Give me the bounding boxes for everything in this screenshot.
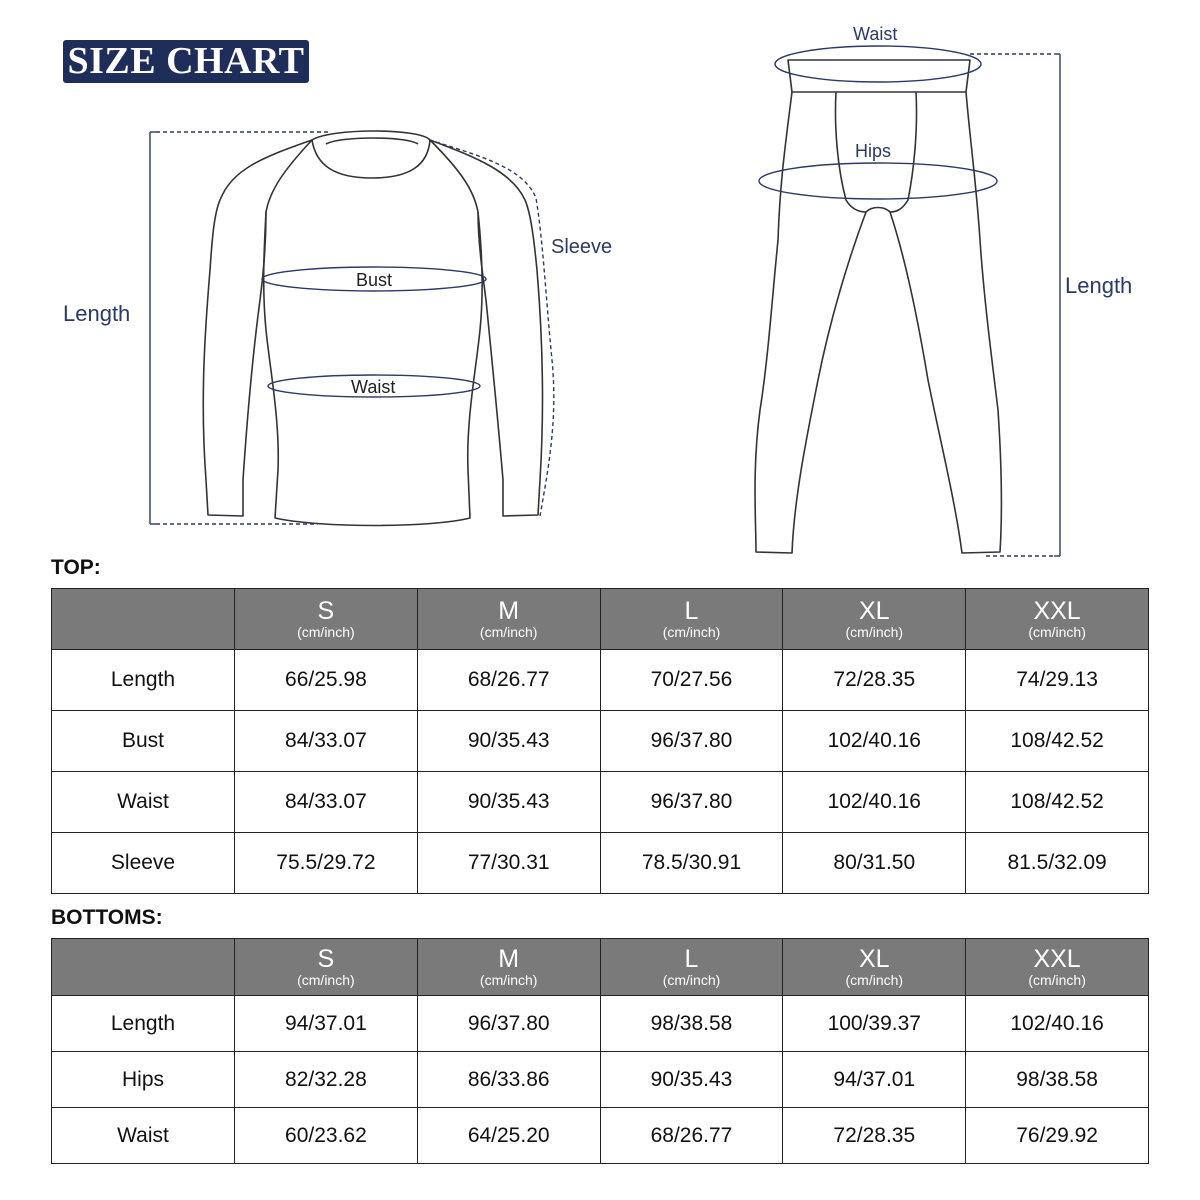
shirt-illustration — [203, 131, 542, 526]
size-header: M (cm/inch) — [417, 589, 600, 650]
shirt-left-sleeve — [203, 140, 312, 516]
table-cell: 94/37.01 — [783, 1052, 966, 1108]
table-cell: 96/37.80 — [600, 772, 783, 833]
table-cell: 86/33.86 — [417, 1052, 600, 1108]
table-cell: 68/26.77 — [417, 650, 600, 711]
table-cell: 102/40.16 — [966, 996, 1149, 1052]
table-cell: 100/39.37 — [783, 996, 966, 1052]
row-label: Sleeve — [52, 833, 235, 894]
table-cell: 64/25.20 — [417, 1108, 600, 1164]
top-length-label: Length — [63, 301, 131, 326]
table-row — [52, 833, 1149, 894]
bottom-waist-label: Waist — [853, 24, 898, 44]
table-cell: 102/40.16 — [783, 711, 966, 772]
table-row — [52, 711, 1149, 772]
size-header: XL (cm/inch) — [783, 589, 966, 650]
table-row — [52, 772, 1149, 833]
table-cell: 96/37.80 — [417, 996, 600, 1052]
top-sleeve-label: Sleeve — [551, 236, 613, 258]
table-row — [52, 1108, 1149, 1164]
size-header: XXL (cm/inch) — [966, 939, 1149, 996]
shirt-body — [264, 212, 482, 526]
row-label: Length — [52, 650, 235, 711]
table-cell: 90/35.43 — [417, 772, 600, 833]
table-row — [52, 1052, 1149, 1108]
table-cell: 74/29.13 — [966, 650, 1149, 711]
table-cell: 68/26.77 — [600, 1108, 783, 1164]
table-cell: 108/42.52 — [966, 711, 1149, 772]
table-cell: 75.5/29.72 — [235, 833, 418, 894]
size-header: L (cm/inch) — [600, 589, 783, 650]
size-header: L (cm/inch) — [600, 939, 783, 996]
corner-cell — [52, 939, 235, 996]
row-label: Length — [52, 996, 235, 1052]
table-cell: 66/25.98 — [235, 650, 418, 711]
corner-cell — [52, 589, 235, 650]
top-size-table — [51, 588, 1149, 894]
table-header-row — [52, 589, 1149, 650]
table-cell: 60/23.62 — [235, 1108, 418, 1164]
size-chart-title: SIZE CHART — [63, 40, 309, 83]
table-cell: 102/40.16 — [783, 772, 966, 833]
top-waist-label: Waist — [351, 377, 396, 397]
table-cell: 72/28.35 — [783, 650, 966, 711]
garment-illustrations — [0, 0, 1200, 580]
bottoms-size-table — [51, 938, 1149, 1164]
table-cell: 82/32.28 — [235, 1052, 418, 1108]
size-header: M (cm/inch) — [417, 939, 600, 996]
row-label: Hips — [52, 1052, 235, 1108]
pants-waistband — [788, 60, 970, 92]
table-cell: 90/35.43 — [417, 711, 600, 772]
pants-illustration — [755, 60, 1001, 553]
table-cell: 94/37.01 — [235, 996, 418, 1052]
pants-measure-lines — [759, 46, 1060, 556]
table-cell: 70/27.56 — [600, 650, 783, 711]
bottoms-section-heading: BOTTOMS: — [51, 906, 163, 929]
row-label: Waist — [52, 1108, 235, 1164]
table-cell: 81.5/32.09 — [966, 833, 1149, 894]
size-header: S (cm/inch) — [235, 939, 418, 996]
table-cell: 78.5/30.91 — [600, 833, 783, 894]
row-label: Bust — [52, 711, 235, 772]
table-cell: 90/35.43 — [600, 1052, 783, 1108]
table-cell: 98/38.58 — [966, 1052, 1149, 1108]
row-label: Waist — [52, 772, 235, 833]
table-cell: 80/31.50 — [783, 833, 966, 894]
size-header: S (cm/inch) — [235, 589, 418, 650]
bottom-hips-label: Hips — [855, 141, 892, 161]
size-header: XXL (cm/inch) — [966, 589, 1149, 650]
table-cell: 72/28.35 — [783, 1108, 966, 1164]
table-cell: 76/29.92 — [966, 1108, 1149, 1164]
bottom-length-label: Length — [1065, 273, 1133, 298]
table-cell: 77/30.31 — [417, 833, 600, 894]
table-header-row — [52, 939, 1149, 996]
size-header: XL (cm/inch) — [783, 939, 966, 996]
table-cell: 84/33.07 — [235, 711, 418, 772]
table-cell: 84/33.07 — [235, 772, 418, 833]
table-cell: 108/42.52 — [966, 772, 1149, 833]
top-bust-label: Bust — [356, 270, 393, 290]
table-cell: 96/37.80 — [600, 711, 783, 772]
shirt-right-sleeve — [430, 140, 543, 516]
top-section-heading: TOP: — [51, 556, 101, 579]
table-row — [52, 996, 1149, 1052]
table-cell: 98/38.58 — [600, 996, 783, 1052]
shirt-measure-lines — [150, 132, 554, 524]
table-row — [52, 650, 1149, 711]
